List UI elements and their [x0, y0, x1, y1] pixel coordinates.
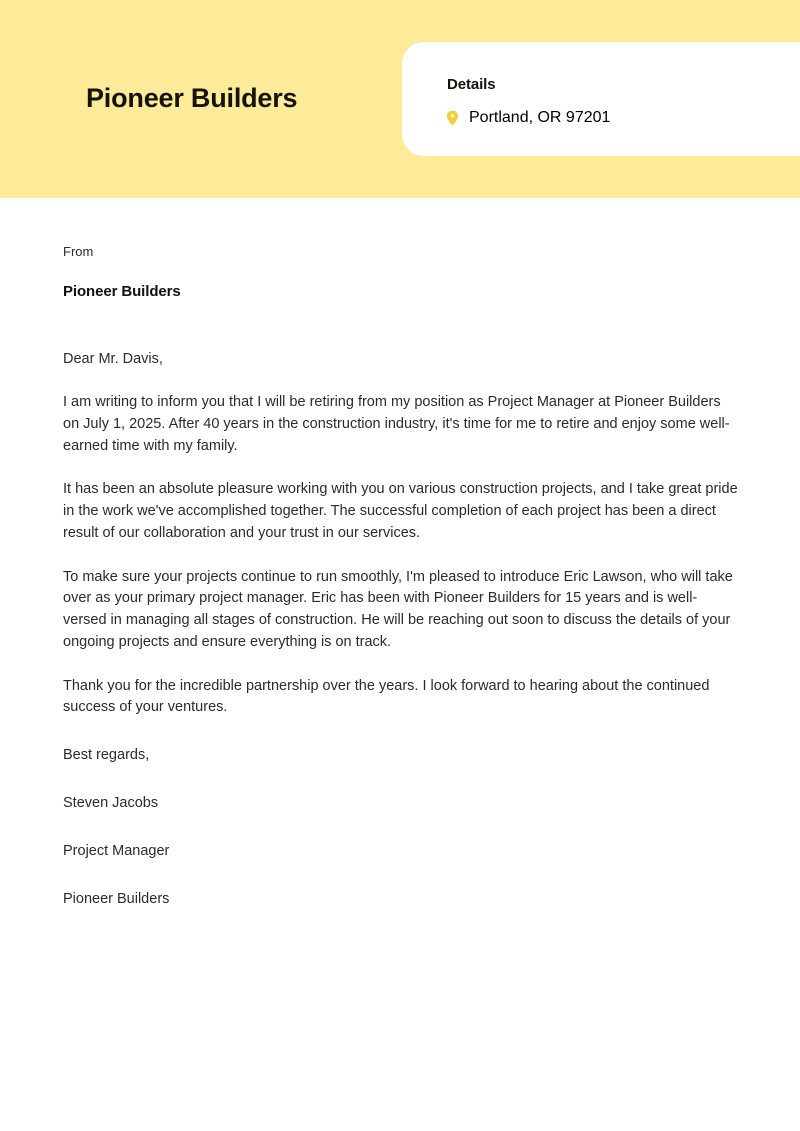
signature-name: Steven Jacobs [63, 795, 159, 812]
signature-title: Project Manager [63, 843, 170, 860]
signature-company: Pioneer Builders [63, 891, 170, 908]
letter-signoff: Best regards, [63, 747, 150, 764]
details-location-row [446, 109, 610, 127]
page-title: Pioneer Builders [86, 83, 298, 113]
details-card-heading: Details [447, 76, 496, 93]
letter-paragraph: Thank you for the incredible partnership over the years. I look forward to hearing about the continued success of your ventures. [63, 677, 710, 716]
details-location-text: Portland, OR 97201 [469, 109, 611, 126]
map-pin-icon [446, 110, 459, 126]
letter-paragraph: It has been an absolute pleasure working with you on various construction projects, and I take great pride in the work we've accomplished together. The successful completion of each project has been a direct result of our collaboration and your trust in our services. [63, 481, 738, 541]
letter-paragraph: To make sure your projects continue to run smoothly, I'm pleased to introduce Eric Lawson, who will take over as your primary project manager. Eric has been with Pioneer Builders for 15 years and is well-versed in managing all stages of construction. He will be reaching out soon to discuss the details of your ongoing projects and ensure everything is on track. [63, 568, 733, 650]
letter-paragraph: I am writing to inform you that I will be retiring from my position as Project Manager at Pioneer Builders on July 1, 2025. After 40 years in the construction industry, it's time for me to retire and enjoy some well-earned time with my family. [63, 394, 730, 454]
letter-salutation: Dear Mr. Davis, [63, 351, 163, 368]
letter-body [63, 243, 739, 910]
from-company-name: Pioneer Builders [63, 283, 181, 301]
from-label: From [63, 244, 94, 259]
details-card [402, 42, 800, 156]
document-header-band [0, 0, 800, 198]
